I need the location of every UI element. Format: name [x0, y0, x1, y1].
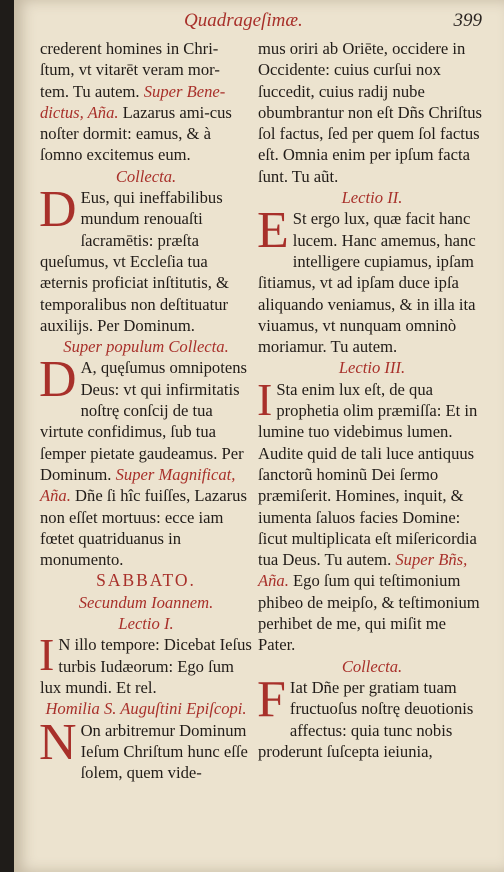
- homily-heading: Homilia S. Auguſtini Epiſcopi.: [45, 699, 247, 719]
- prayer-text: A, quęſumus omnipotens Deus: vt qui infirmitatis noſtrę conſcij de tua virtute confidimus, ſub tua ſemper pietate gaudeamus. Per Dominum.: [40, 358, 247, 484]
- antiphon-text: Lazarus ami-cus noſter dormit: eamus, & à ſomno excitemus eum.: [40, 102, 232, 165]
- lesson-text: Sta enim lux eſt, de qua prophetia olim præmiſſa: Et in lumine tuo videbimus lumen. Audite quid de tali luce antiquus ſanctorũ hominũ Dei ſermo præmiſerit. Homines, inquit, & iumenta ſaluos facies Domine: ſicut multiplicata eſt miſericordia tua Deus. Tu autem.: [258, 379, 478, 570]
- gospel-heading: Secundum Ioannem.: [78, 592, 214, 612]
- rubric-antiphon: Super Magnificat, Aña.: [40, 464, 236, 506]
- lesson-paragraph: [257, 373, 486, 656]
- homily-text: mus oriri ab Oriēte, occidere in Occidente: cuius curſui nox ſuccedit, cuius radij nube obumbrantur non eſt Dñs Chriſtus ſol factus, ſed per quem ſol factus eſt. Omnia enim per ipſum facta ſunt. Tu aũt.: [258, 39, 482, 186]
- collecta-heading: Collecta.: [341, 656, 403, 676]
- drop-capital: I: [39, 629, 55, 681]
- drop-capital: N: [39, 713, 77, 771]
- lectio-heading: Lectio I.: [118, 614, 174, 634]
- super-populum-heading: Super populum Collecta.: [63, 337, 229, 357]
- lectio-heading: Lectio II.: [341, 188, 403, 208]
- prayer-paragraph: [257, 670, 486, 762]
- text-line: ſtum, vt vitarēt veram mor-: [40, 60, 220, 80]
- drop-capital: E: [257, 202, 289, 260]
- prayer-text: Iat Dñe per gratiam tuam fructuoſus noſtrę deuotionis affectus: quia tunc nobis proderunt ſuſcepta ieiunia,: [258, 677, 474, 761]
- paragraph-continuation: [258, 38, 486, 187]
- left-column: [40, 38, 252, 783]
- book-gutter: [0, 0, 14, 872]
- lectio-heading: Lectio III.: [338, 358, 406, 378]
- right-column: [258, 38, 486, 762]
- running-title: Quadrageſimæ.: [184, 10, 303, 31]
- lesson-text: St ergo lux, quæ facit hanc lucem. Hanc amemus, hanc intelligere cupiamus, ipſam ſitiamus, vt ad ipſam duce ipſa aliquando veniamus, & in illa ita viuamus, vt nunquam omninò moriamur. Tu autem.: [258, 209, 476, 357]
- book-page: [14, 0, 504, 872]
- collecta-heading: Collecta.: [115, 166, 177, 186]
- prayer-text: Eus, qui ineffabilibus mundum renouaſti ſacramētis: præſta queſumus, vt Eccleſia tua æternis proficiat inſtitutis, & temporalibus non deſtituatur auxilijs. Per Dominum.: [40, 188, 229, 335]
- prayer-paragraph: [39, 181, 252, 336]
- drop-capital: F: [257, 670, 286, 728]
- prayer-paragraph: [39, 351, 252, 570]
- lesson-paragraph: [39, 629, 252, 698]
- lesson-text: N illo tempore: Dicebat Ieſus turbis Iudæorum: Ego ſum lux mundi. Et rel.: [40, 635, 252, 697]
- homily-paragraph: [39, 713, 252, 784]
- drop-capital: I: [257, 373, 273, 425]
- drop-capital: D: [39, 351, 77, 409]
- text-line: crederent homines in Chri-: [40, 39, 219, 58]
- text-line: tem. Tu autem.: [40, 81, 140, 101]
- page-number: 399: [453, 10, 482, 31]
- day-heading: SABBATO.: [96, 570, 196, 591]
- lesson-paragraph: [257, 202, 486, 357]
- paragraph-continuation: [40, 38, 252, 166]
- homily-text: On arbitremur Dominum Ieſum Chriſtum hunc eſſe ſolem, quem vide-: [80, 720, 248, 783]
- drop-capital: D: [39, 181, 77, 239]
- page-header: [14, 2, 504, 38]
- rubric-antiphon: Super Bene-dictus, Aña.: [40, 81, 226, 122]
- antiphon-text: Ego ſum qui teſtimonium phibeo de meipſo, & teſtimonium perhibet de me, qui miſit me Pater.: [258, 571, 480, 655]
- antiphon-text: Dñe ſi hîc fuiſſes, Lazarus non eſſet mortuus: ecce iam fœtet quatriduanus in monumento.: [40, 486, 247, 570]
- rubric-antiphon: Super Bñs, Aña.: [258, 550, 468, 591]
